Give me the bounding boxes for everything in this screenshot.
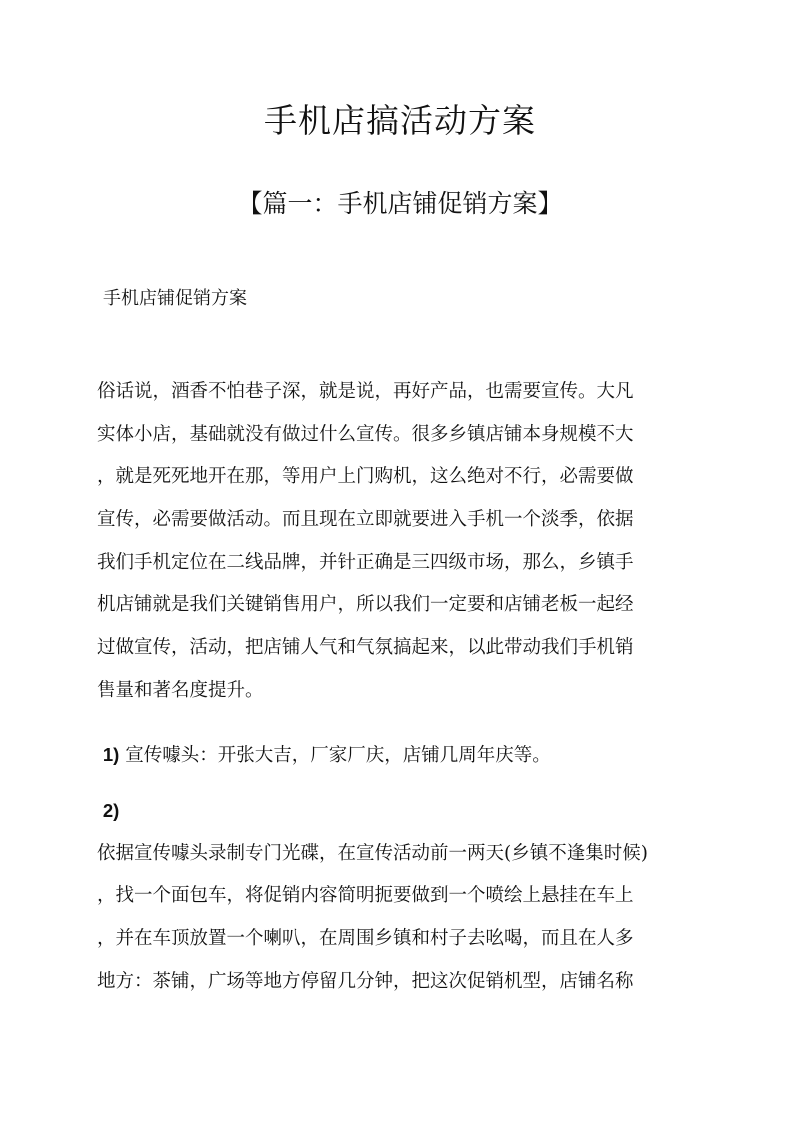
paragraph-line: 实体小店，基础就没有做过什么宣传。很多乡镇店铺本身规模不大 xyxy=(97,423,634,445)
list-item-line: ，并在车顶放置一个喇叭，在周围乡镇和村子去吆喝，而且在人多 xyxy=(97,928,634,950)
paragraph-line: 机店铺就是我们关键销售用户，所以我们一定要和店铺老板一起经 xyxy=(97,594,634,616)
section-heading: 手机店铺促销方案 xyxy=(103,288,247,309)
paragraph-line: ，就是死死地开在那，等用户上门购机，这么绝对不行，必需要做 xyxy=(97,466,634,488)
list-item-text: 宣传噱头：开张大吉，厂家厂庆，店铺几周年庆等。 xyxy=(125,745,551,766)
list-item-line xyxy=(97,734,702,777)
paragraph-line: 宣传，必需要做活动。而且现在立即就要进入手机一个淡季，依据 xyxy=(97,509,634,531)
list-item-number: 1) xyxy=(102,744,120,765)
document-subtitle: 【篇一：手机店铺促销方案】 xyxy=(237,189,563,218)
list-item-2 xyxy=(97,790,702,1003)
list-item-line: ，找一个面包车，将促销内容简明扼要做到一个喷绘上悬挂在车上 xyxy=(97,885,634,907)
list-item-number: 2) xyxy=(102,800,120,821)
paragraph-line: 我们手机定位在二线品牌，并针正确是三四级市场，那么，乡镇手 xyxy=(97,551,634,573)
paragraph-intro xyxy=(97,371,702,713)
document-title: 手机店搞活动方案 xyxy=(264,101,536,140)
list-item-line xyxy=(97,790,702,833)
list-item-line: 依据宣传噱头录制专门光碟，在宣传活动前一两天(乡镇不逢集时候) xyxy=(97,842,648,864)
paragraph-line: 售量和著名度提升。 xyxy=(97,679,264,701)
paragraph-line: 俗话说，酒香不怕巷子深，就是说，再好产品，也需要宣传。大凡 xyxy=(97,381,634,402)
list-item-1 xyxy=(97,734,702,777)
paragraph-line: 过做宣传，活动，把店铺人气和气氛搞起来，以此带动我们手机销 xyxy=(97,637,634,659)
list-item-line: 地方：茶铺，广场等地方停留几分钟，把这次促销机型，店铺名称 xyxy=(97,970,634,992)
